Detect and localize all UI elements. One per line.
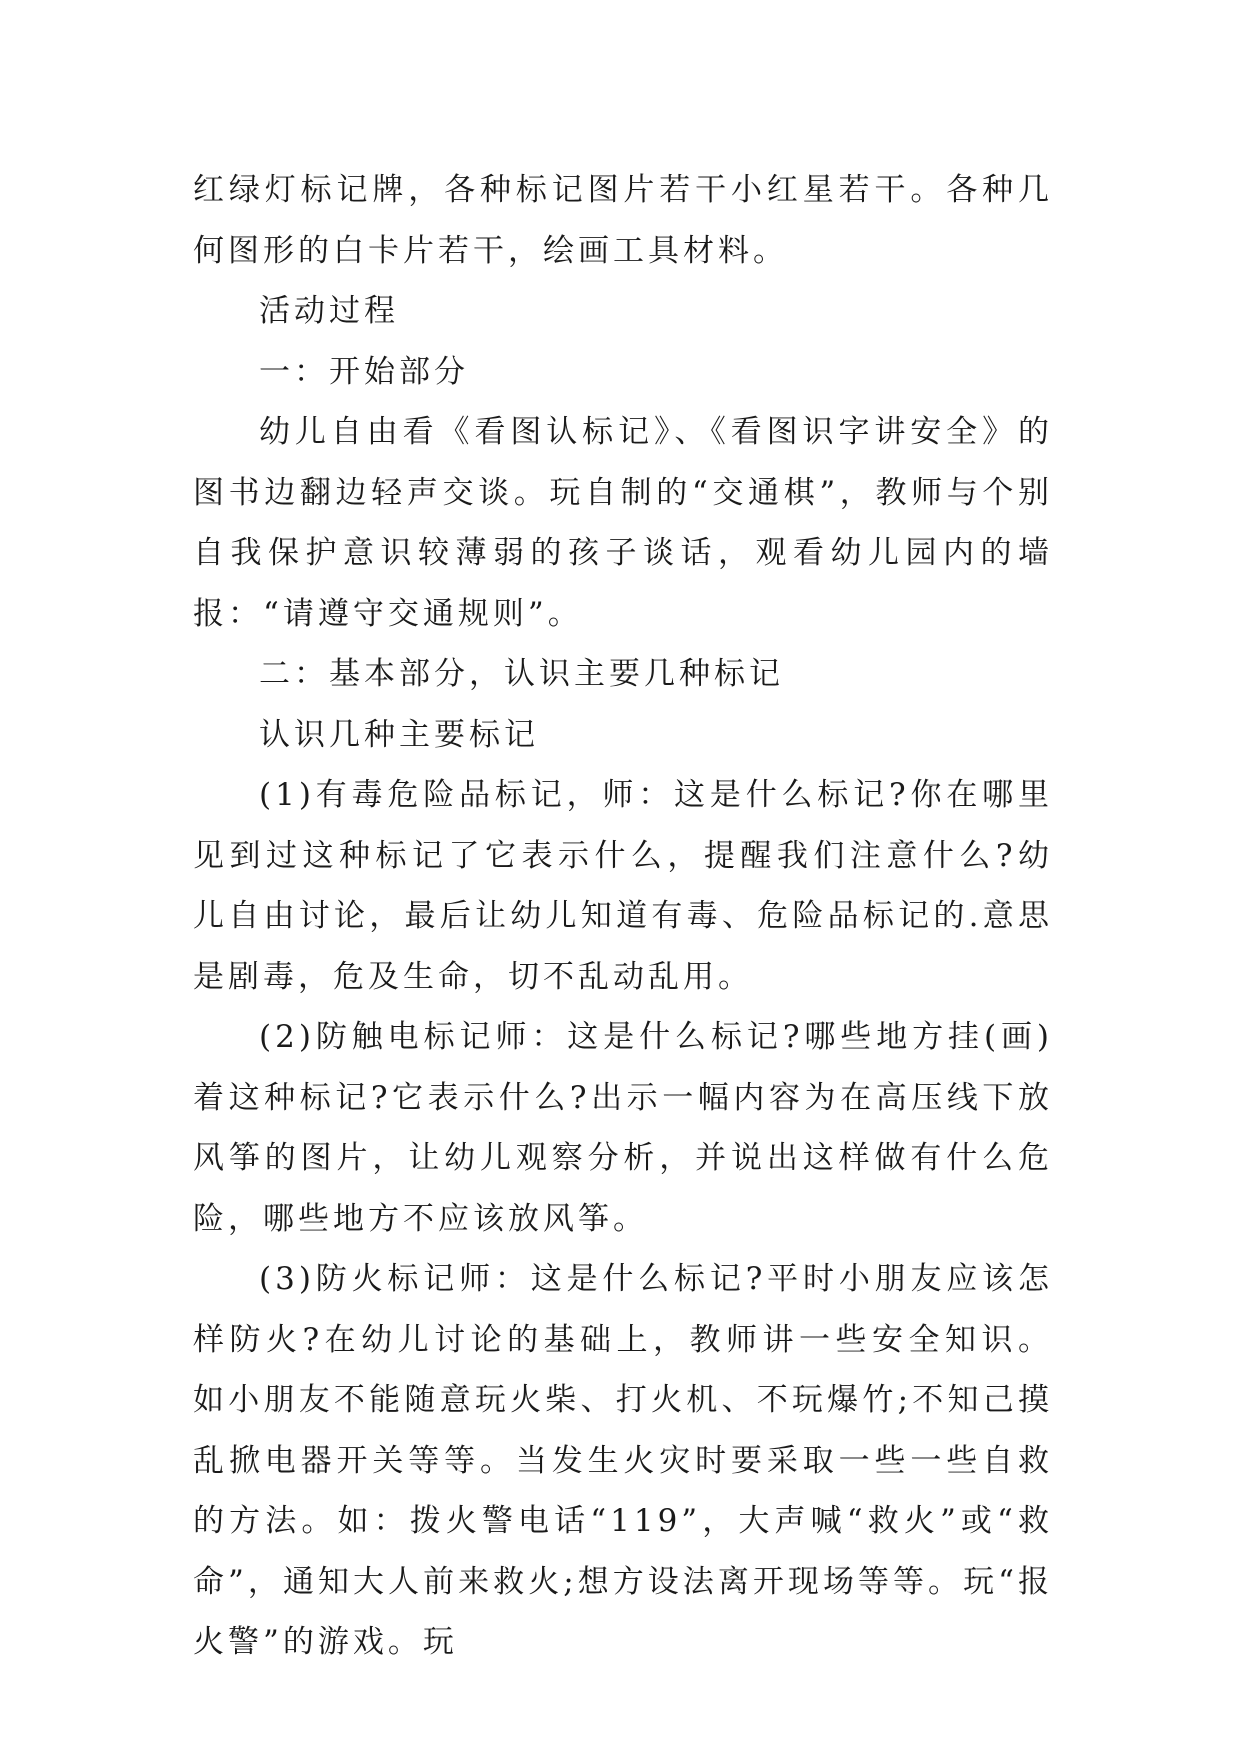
heading-activity-process: 活动过程 <box>259 293 399 329</box>
paragraph-toxic-sign: (1)有毒危险品标记，师：这是什么标记?你在哪里见到过这种标记了它表示什么，提醒我们注意什么?幼儿自由讨论，最后让幼儿知道有毒、危险品标记的.意思是剧毒，危及生命，切不乱动乱用。 <box>193 777 1053 995</box>
heading-part-one: 一：开始部分 <box>259 353 469 390</box>
heading-part-two: 二：基本部分，认识主要几种标记 <box>259 656 784 692</box>
paragraph-free-reading: 幼儿自由看《看图认标记》、《看图识字讲安全》的图书边翻边轻声交谈。玩自制的“交通棋”，教师与个别自我保护意识较薄弱的孩子谈话，观看幼儿园内的墙报：“请遵守交通规则”。 <box>193 414 1053 632</box>
paragraph-electric-sign: (2)防触电标记师：这是什么标记?哪些地方挂(画)着这种标记?它表示什么?出示一幅内容为在高压线下放风筝的图片，让幼儿观察分析，并说出这样做有什么危险，哪些地方不应该放风筝。 <box>193 1019 1053 1237</box>
paragraph-fire-sign: (3)防火标记师：这是什么标记?平时小朋友应该怎样防火?在幼儿讨论的基础上，教师讲一些安全知识。如小朋友不能随意玩火柴、打火机、不玩爆竹;不知己摸乱掀电器开关等等。当发生火灾时要采取一些一些自救的方法。如：拨火警电话“119”，大声喊“救火”或“救命”，通知大人前来救火;想方设法离开现场等等。玩“报火警”的游戏。玩 <box>193 1261 1053 1660</box>
subheading-main-signs: 认识几种主要标记 <box>259 716 539 753</box>
paragraph-materials: 红绿灯标记牌，各种标记图片若干小红星若干。各种几何图形的白卡片若干，绘画工具材料。 <box>193 172 1053 269</box>
document-body <box>193 160 1053 1673</box>
